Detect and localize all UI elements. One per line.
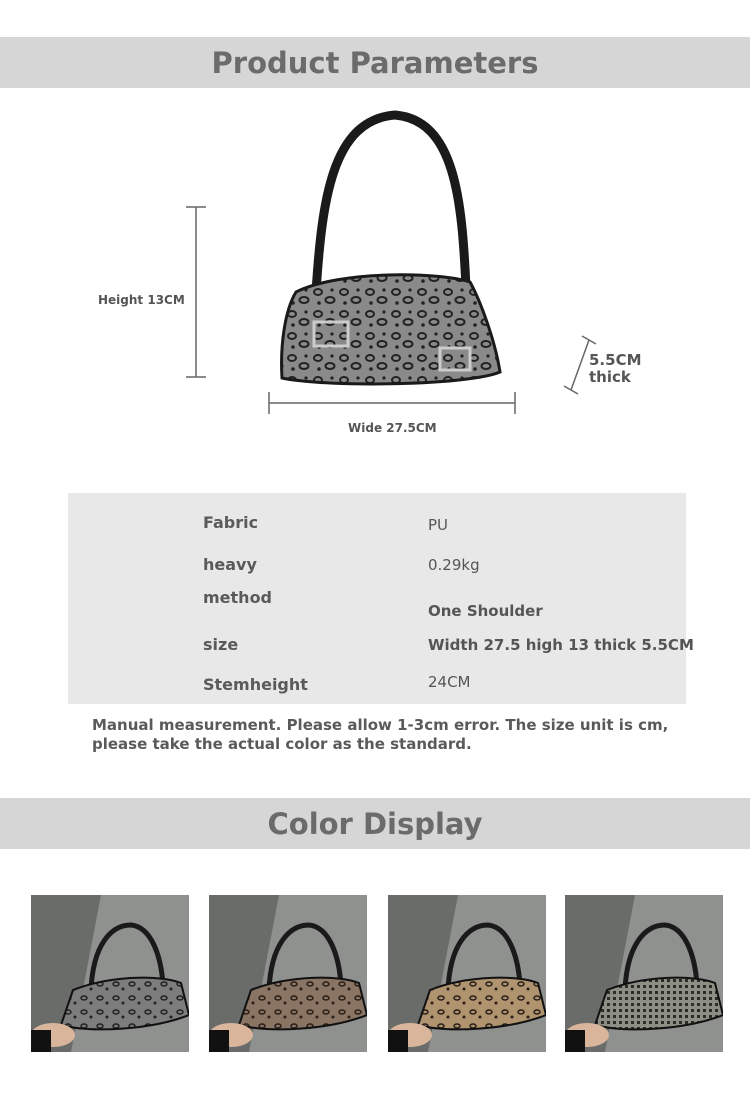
thickness-word: thick	[589, 368, 631, 386]
parameters-table	[68, 493, 686, 704]
width-label: Wide 27.5CM	[348, 421, 437, 435]
param-value-fabric: PU	[428, 516, 449, 534]
thickness-value: 5.5CM	[589, 351, 642, 369]
param-label-heavy: heavy	[203, 555, 257, 574]
param-value-stemheight: 24CM	[428, 673, 471, 691]
param-value-heavy: 0.29kg	[428, 556, 480, 574]
bag-strap	[316, 115, 466, 292]
section-title: Product Parameters	[211, 45, 539, 80]
param-value-method: One Shoulder	[428, 602, 543, 620]
color-thumb-brown-leopard[interactable]	[209, 895, 367, 1052]
measurement-note: Manual measurement. Please allow 1-3cm error. The size unit is cm, please take the actual color as the standard.	[92, 716, 669, 753]
color-display-banner	[0, 798, 750, 849]
color-thumb-tan-leopard[interactable]	[388, 895, 546, 1052]
param-label-size: size	[203, 635, 239, 654]
param-label-fabric: Fabric	[203, 513, 259, 532]
param-label-method: method	[203, 588, 273, 607]
height-label: Height 13CM	[98, 293, 185, 307]
thickness-label	[589, 352, 642, 386]
param-label-stemheight: Stemheight	[203, 675, 308, 694]
color-thumb-grey-leopard[interactable]	[31, 895, 189, 1052]
bag-illustration	[0, 0, 750, 480]
param-value-size: Width 27.5 high 13 thick 5.5CM	[428, 636, 694, 654]
color-thumb-houndstooth[interactable]	[565, 895, 723, 1052]
section-title: Color Display	[267, 806, 483, 841]
